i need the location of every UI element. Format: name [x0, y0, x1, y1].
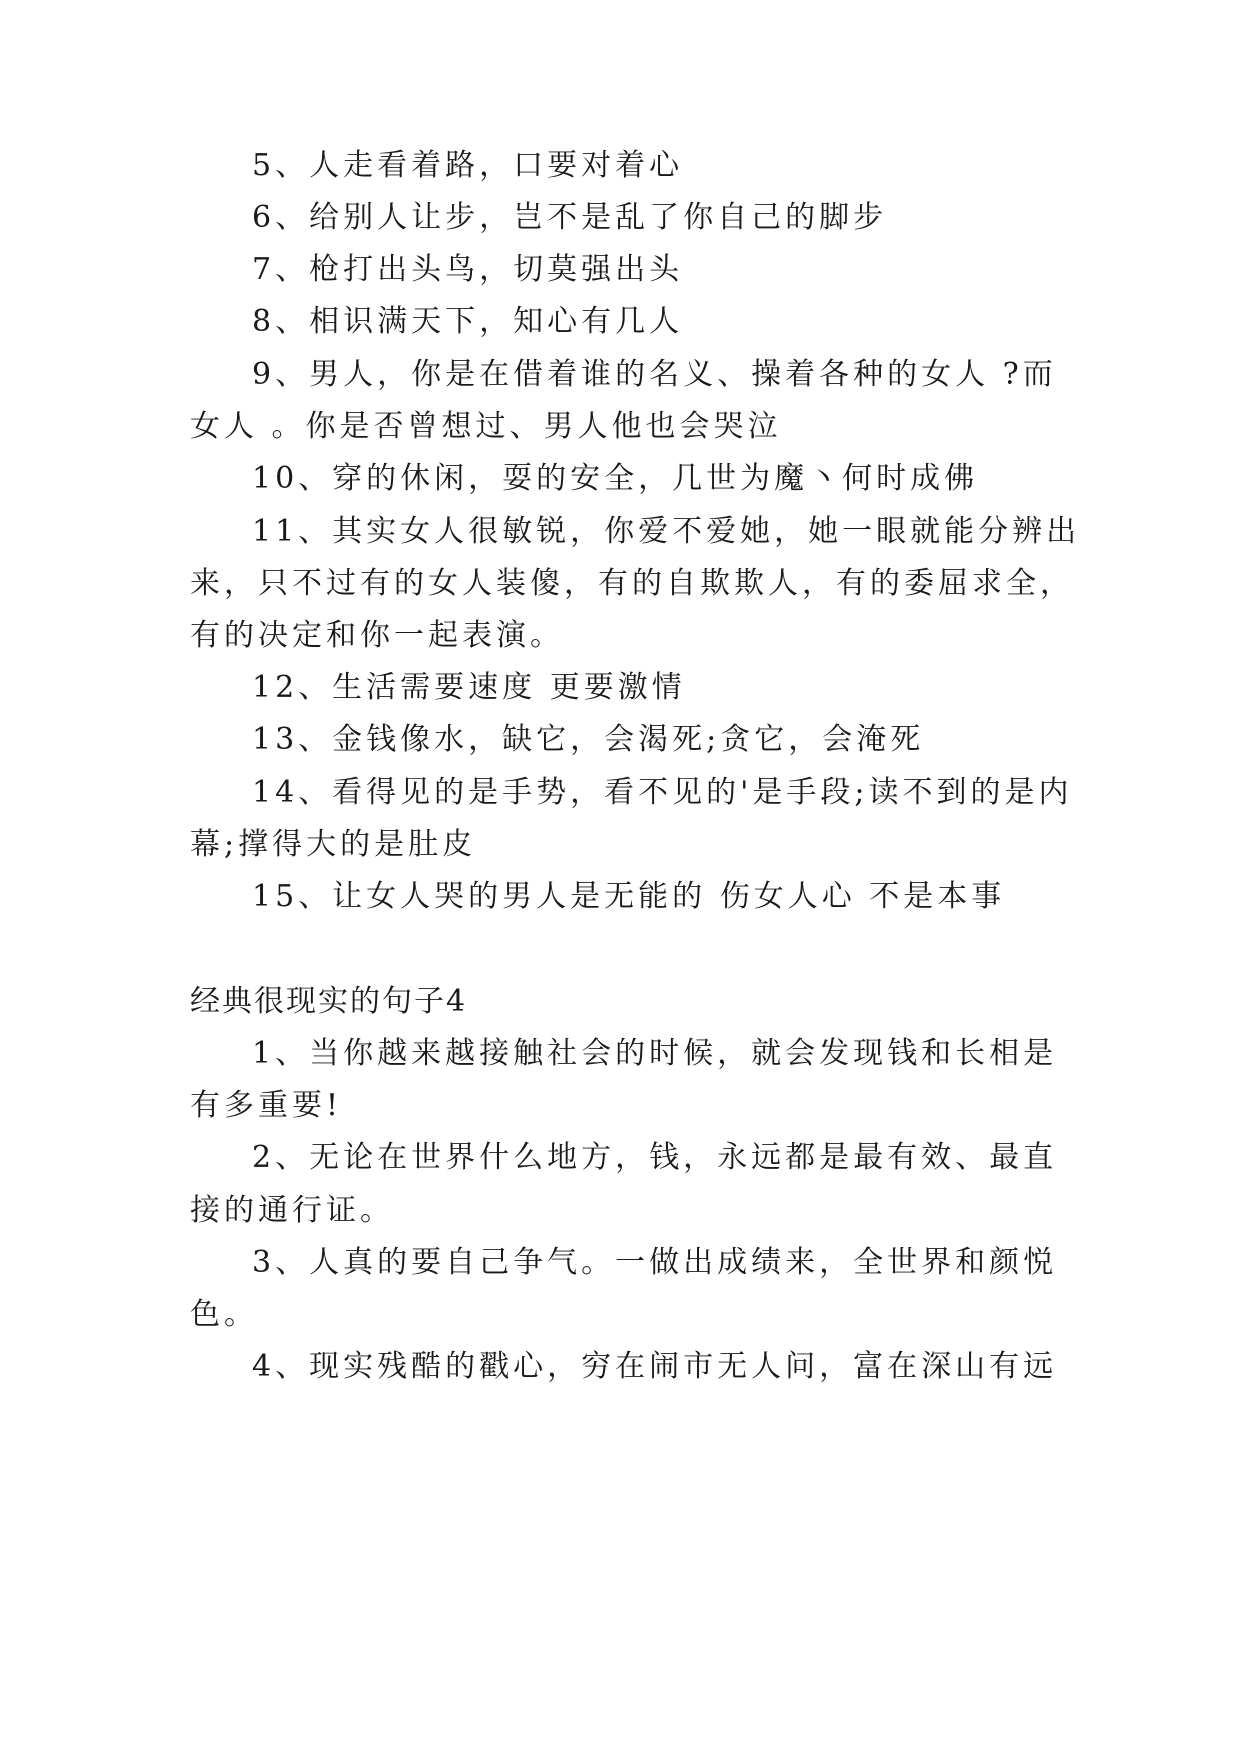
paragraph-7-line-1: 7、枪打出头鸟，切莫强出头	[252, 252, 684, 287]
section-paragraph-3-line-1: 3、人真的要自己争气。一做出成绩来，全世界和颜悦	[252, 1245, 1058, 1280]
paragraph-5-line-1: 5、人走看着路，口要对着心	[252, 148, 684, 183]
paragraph-13-line-1: 13、金钱像水，缺它，会渴死;贪它，会淹死	[252, 722, 925, 757]
paragraph-15-line-1: 15、让女人哭的男人是无能的 伤女人心 不是本事	[252, 879, 1006, 914]
section-paragraph-2-line-2: 接的通行证。	[190, 1193, 394, 1228]
document-page	[190, 0, 1081, 1754]
paragraph-9-line-1: 9、男人，你是在借着谁的名义、操着各种的女人 ?而	[252, 357, 1057, 392]
paragraph-14-line-2: 幕;撑得大的是肚皮	[190, 827, 477, 862]
paragraph-11-line-1: 11、其实女人很敏锐，你爱不爱她，她一眼就能分辨出	[252, 514, 1081, 549]
section-paragraph-3-line-2: 色。	[190, 1297, 258, 1332]
section-paragraph-1-line-2: 有多重要!	[190, 1088, 343, 1123]
section-paragraph-2-line-1: 2、无论在世界什么地方，钱，永远都是最有效、最直	[252, 1140, 1058, 1175]
paragraph-6-line-1: 6、给别人让步，岂不是乱了你自己的脚步	[252, 200, 888, 235]
section-paragraph-1-line-1: 1、当你越来越接触社会的时候，就会发现钱和长相是	[252, 1036, 1058, 1071]
section-heading: 经典很现实的句子4	[190, 984, 468, 1019]
section-paragraph-4-line-1: 4、现实残酷的戳心，穷在闹市无人问，富在深山有远	[252, 1349, 1058, 1384]
paragraph-11-line-2: 来，只不过有的女人装傻，有的自欺欺人，有的委屈求全，	[190, 566, 1074, 601]
paragraph-9-line-2: 女人 。你是否曾想过、男人他也会哭泣	[190, 409, 782, 444]
paragraph-11-line-3: 有的决定和你一起表演。	[190, 618, 564, 653]
paragraph-14-line-1: 14、看得见的是手势，看不见的'是手段;读不到的是内	[252, 775, 1073, 810]
paragraph-10-line-1: 10、穿的休闲，耍的安全，几世为魔丶何时成佛	[252, 461, 979, 496]
paragraph-12-line-1: 12、生活需要速度 更要激情	[252, 670, 686, 705]
paragraph-8-line-1: 8、相识满天下，知心有几人	[252, 304, 684, 339]
